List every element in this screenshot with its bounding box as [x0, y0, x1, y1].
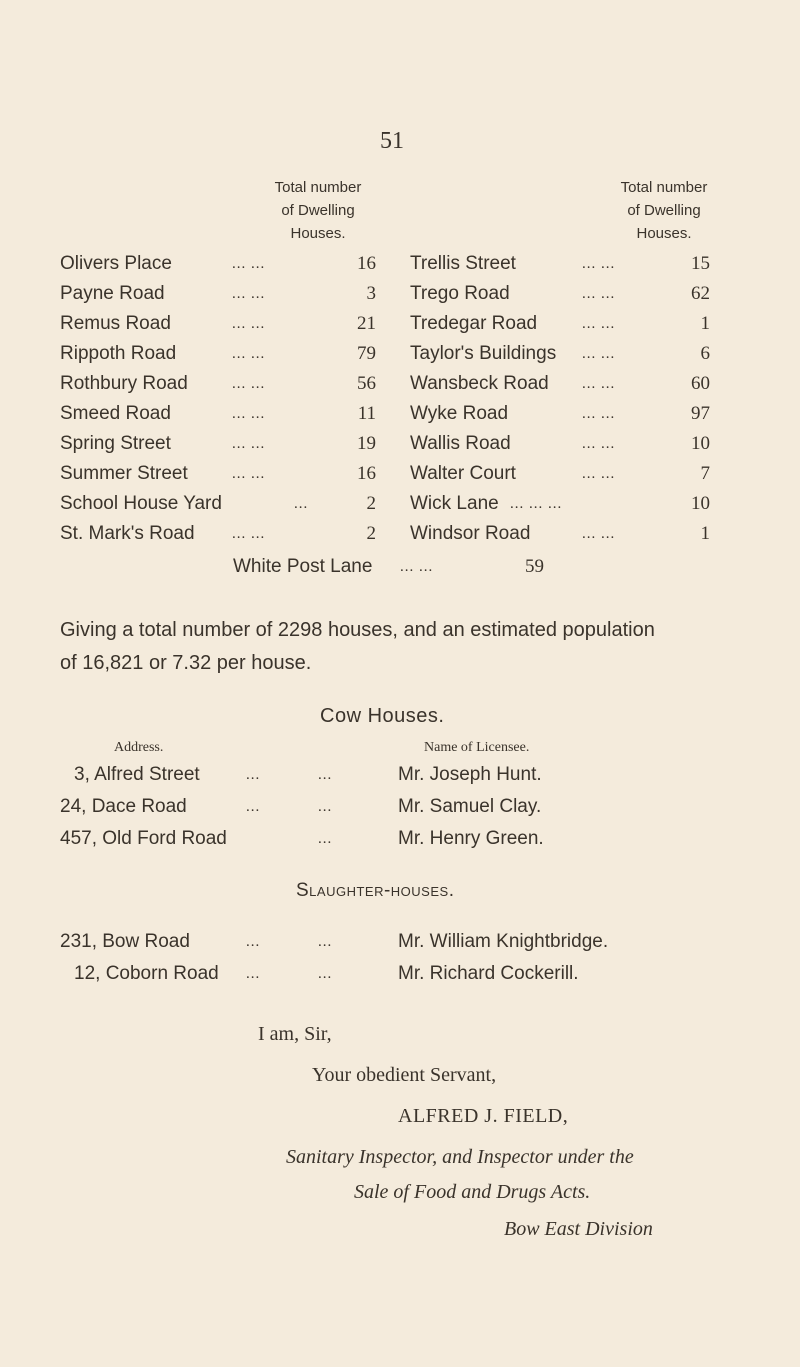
leader-dots: ... ... ...	[510, 496, 563, 512]
leader-dots: ... ...	[582, 316, 616, 332]
header-line-3: Houses.	[636, 225, 692, 242]
leader-dots: ...	[318, 767, 333, 783]
leader-dots: ... ...	[232, 286, 266, 302]
house-count: 1	[700, 523, 710, 544]
house-count: 16	[357, 253, 376, 274]
licensee-name: Mr. Joseph Hunt.	[398, 764, 542, 785]
address-header: Address.	[114, 740, 164, 755]
division: Bow East Division	[504, 1218, 653, 1240]
licensee-name: Mr. Samuel Clay.	[398, 796, 542, 817]
signature-title-2: Sale of Food and Drugs Acts.	[354, 1181, 591, 1203]
street-name: Spring Street	[60, 433, 171, 454]
leader-dots: ... ...	[400, 559, 434, 575]
house-count: 1	[700, 313, 710, 334]
leader-dots: ... ...	[582, 346, 616, 362]
licensee-name: Mr. Henry Green.	[398, 828, 544, 849]
house-count: 56	[357, 373, 376, 394]
house-count: 11	[357, 403, 376, 424]
house-count: 79	[357, 343, 376, 364]
leader-dots: ... ...	[232, 316, 266, 332]
house-count: 2	[366, 523, 376, 544]
house-count: 2	[366, 493, 376, 514]
address: 12, Coborn Road	[74, 963, 219, 984]
leader-dots: ... ...	[582, 256, 616, 272]
street-name: Rippoth Road	[60, 343, 177, 364]
house-count: 16	[357, 463, 376, 484]
leader-dots: ...	[246, 799, 261, 815]
slaughter-houses-title: Slaughter-houses.	[296, 880, 455, 901]
house-count: 3	[366, 283, 376, 304]
leader-dots: ...	[246, 767, 261, 783]
street-name: Walter Court	[410, 463, 516, 484]
house-count: 19	[357, 433, 376, 454]
street-name: Olivers Place	[60, 253, 172, 274]
house-count: 59	[525, 556, 544, 577]
street-name: Smeed Road	[60, 403, 171, 424]
street-name: Taylor's Buildings	[410, 343, 557, 364]
street-name: Rothbury Road	[60, 373, 188, 394]
street-name: Payne Road	[60, 283, 165, 304]
left-column-header	[258, 176, 378, 245]
summary-line-1: Giving a total number of 2298 houses, and an estimated population	[60, 619, 655, 641]
signature-title-1: Sanitary Inspector, and Inspector under the	[286, 1146, 634, 1168]
licensee-name: Mr. William Knightbridge.	[398, 931, 609, 952]
header-line-2: of Dwelling	[627, 202, 701, 219]
house-count: 6	[700, 343, 710, 364]
leader-dots: ... ...	[582, 526, 616, 542]
street-name: Tredegar Road	[410, 313, 538, 334]
leader-dots: ...	[318, 831, 333, 847]
cow-houses-title: Cow Houses.	[320, 705, 445, 727]
house-count: 21	[357, 313, 376, 334]
house-count: 97	[691, 403, 710, 424]
leader-dots: ... ...	[232, 466, 266, 482]
leader-dots: ...	[294, 496, 309, 512]
page-number: 51	[380, 128, 404, 154]
address: 3, Alfred Street	[74, 764, 200, 785]
street-name: Wansbeck Road	[410, 373, 549, 394]
address: 231, Bow Road	[60, 931, 190, 952]
leader-dots: ...	[318, 934, 333, 950]
leader-dots: ... ...	[582, 406, 616, 422]
street-name: Trego Road	[410, 283, 510, 304]
street-name: White Post Lane	[233, 556, 373, 577]
leader-dots: ... ...	[582, 286, 616, 302]
street-name: Wick Lane	[410, 493, 499, 514]
leader-dots: ... ...	[582, 376, 616, 392]
house-count: 10	[691, 493, 710, 514]
street-name: Trellis Street	[410, 253, 516, 274]
summary-line-2: of 16,821 or 7.32 per house.	[60, 652, 312, 674]
leader-dots: ... ...	[582, 436, 616, 452]
obedient-servant: Your obedient Servant,	[312, 1064, 497, 1086]
house-count: 60	[691, 373, 710, 394]
leader-dots: ...	[246, 934, 261, 950]
street-name: St. Mark's Road	[60, 523, 195, 544]
street-name: Windsor Road	[410, 523, 531, 544]
licensee-header: Name of Licensee.	[424, 740, 530, 755]
leader-dots: ... ...	[232, 526, 266, 542]
leader-dots: ... ...	[232, 346, 266, 362]
leader-dots: ... ...	[232, 376, 266, 392]
street-name: Summer Street	[60, 463, 188, 484]
address: 457, Old Ford Road	[60, 828, 227, 849]
header-line-3: Houses.	[290, 225, 346, 242]
house-count: 15	[691, 253, 710, 274]
house-count: 7	[700, 463, 710, 484]
address: 24, Dace Road	[60, 796, 187, 817]
leader-dots: ...	[318, 799, 333, 815]
street-name: Wyke Road	[410, 403, 509, 424]
salutation: I am, Sir,	[258, 1023, 332, 1045]
leader-dots: ... ...	[232, 436, 266, 452]
leader-dots: ...	[246, 966, 261, 982]
licensee-name: Mr. Richard Cockerill.	[398, 963, 579, 984]
leader-dots: ... ...	[232, 256, 266, 272]
leader-dots: ... ...	[582, 466, 616, 482]
header-line-2: of Dwelling	[281, 202, 355, 219]
street-name: Wallis Road	[410, 433, 511, 454]
header-line-1: Total number	[620, 179, 708, 196]
street-name: Remus Road	[60, 313, 171, 334]
leader-dots: ...	[318, 966, 333, 982]
house-count: 10	[691, 433, 710, 454]
leader-dots: ... ...	[232, 406, 266, 422]
right-column-header	[604, 176, 724, 245]
house-count: 62	[691, 283, 710, 304]
header-line-1: Total number	[274, 179, 362, 196]
signature-name: ALFRED J. FIELD,	[398, 1105, 569, 1127]
street-name: School House Yard	[60, 493, 222, 514]
